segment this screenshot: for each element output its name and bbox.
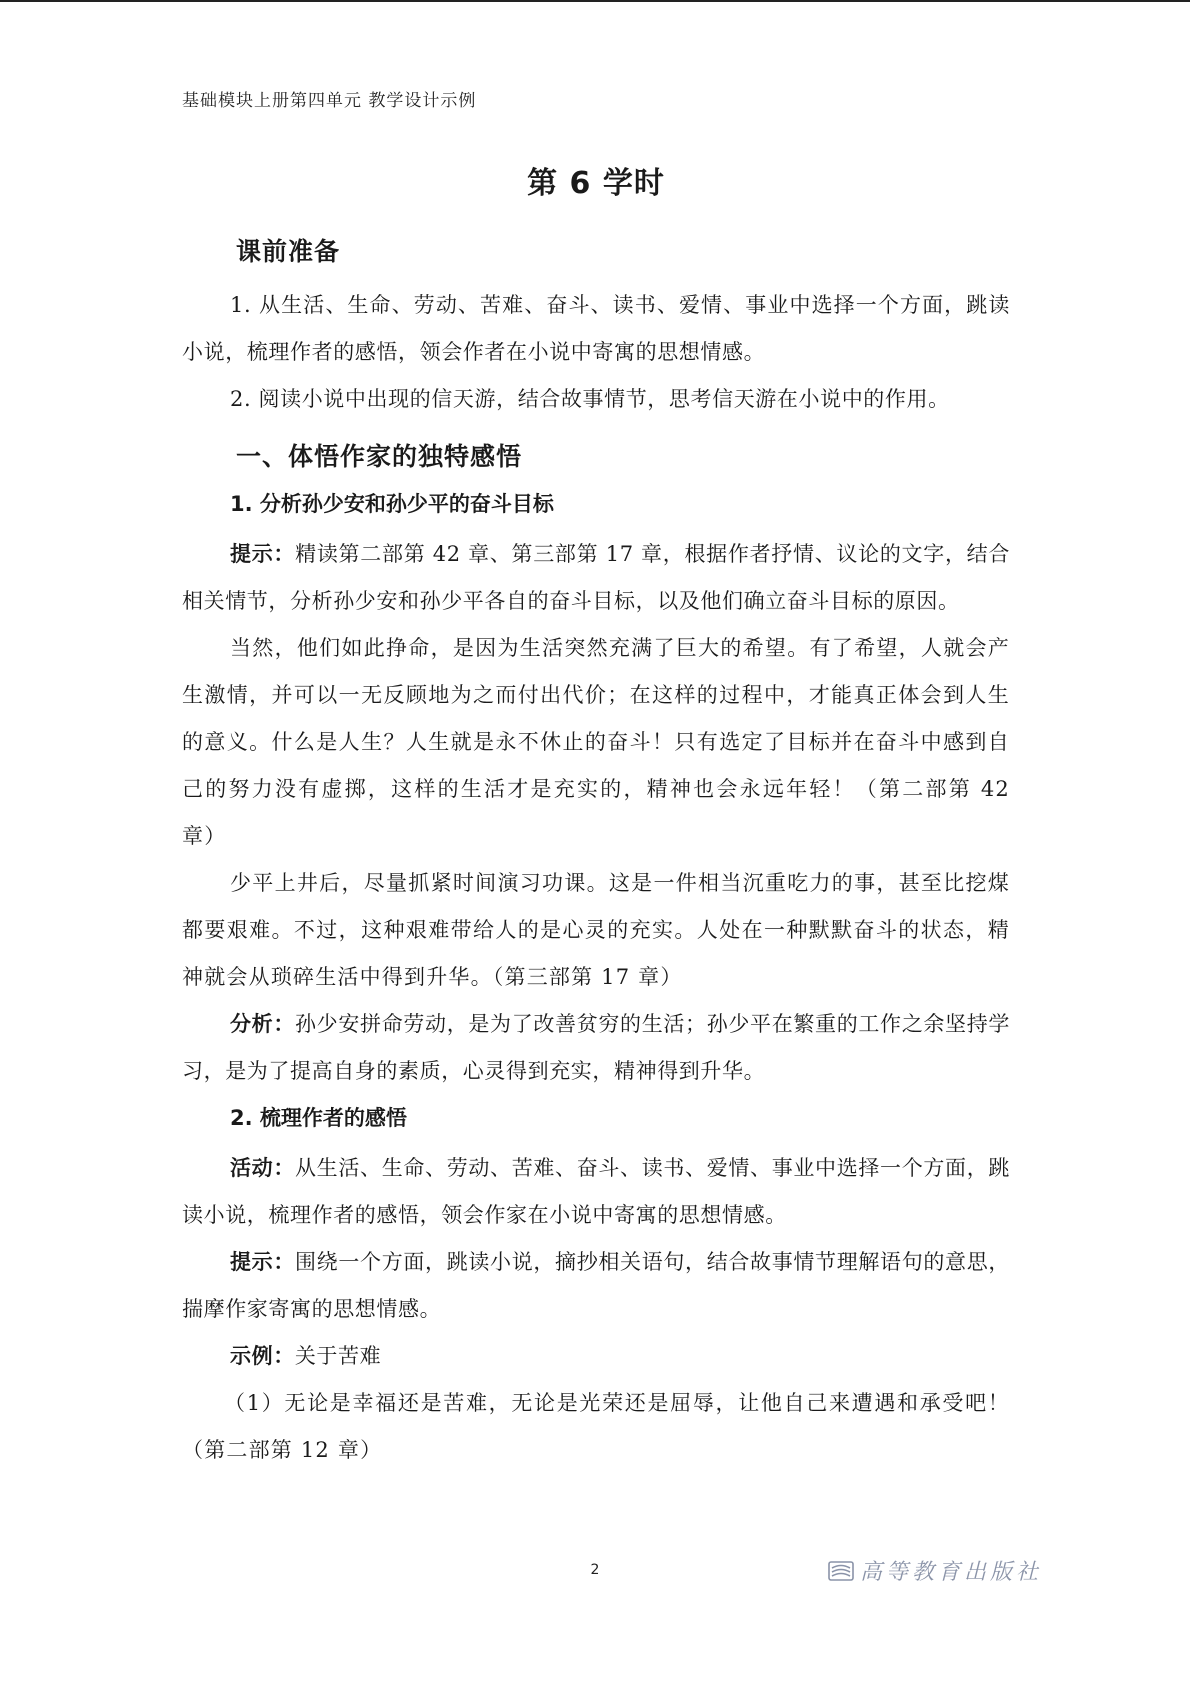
running-header: 基础模块上册第四单元 教学设计示例	[182, 91, 477, 111]
example-label: 示例：	[230, 1344, 295, 1368]
quote-block-3: （1）无论是幸福还是苦难，无论是光荣还是屈辱，让他自己来遭遇和承受吧！（第二部第 12 章）	[182, 1391, 1010, 1462]
hint-paragraph-2	[182, 1239, 1010, 1333]
analysis-text: 孙少安拼命劳动，是为了改善贫穷的生活；孙少平在繁重的工作之余坚持学习，是为了提高自身的素质，心灵得到充实，精神得到升华。	[182, 1012, 1010, 1083]
activity-text: 从生活、生命、劳动、苦难、奋斗、读书、爱情、事业中选择一个方面，跳读小说，梳理作者的感悟，领会作家在小说中寄寓的思想情感。	[182, 1156, 1010, 1227]
activity-label: 活动：	[230, 1156, 296, 1180]
hint-text-2: 围绕一个方面，跳读小说，摘抄相关语句，结合故事情节理解语句的意思，揣摩作家寄寓的思想情感。	[182, 1250, 1010, 1321]
hint-label: 提示：	[230, 542, 296, 566]
prep-heading: 课前准备	[236, 237, 341, 266]
prep-item-1: 1. 从生活、生命、劳动、苦难、奋斗、读书、爱情、事业中选择一个方面，跳读小说，梳理作者的感悟，领会作者在小说中寄寓的思想情感。	[182, 293, 1010, 364]
hint-text: 精读第二部第 42 章、第三部第 17 章，根据作者抒情、议论的文字，结合相关情节，分析孙少安和孙少平各自的奋斗目标，以及他们确立奋斗目标的原因。	[182, 542, 1010, 613]
analysis-label: 分析：	[230, 1012, 296, 1036]
prep-item-2: 2. 阅读小说中出现的信天游，结合故事情节，思考信天游在小说中的作用。	[230, 387, 950, 411]
activity-paragraph	[182, 1145, 1010, 1239]
publisher-emblem-icon	[828, 1560, 854, 1582]
page-title: 第 6 学时	[527, 166, 665, 201]
subsection-2-heading: 2. 梳理作者的感悟	[230, 1106, 407, 1130]
quote-block-2: 少平上井后，尽量抓紧时间演习功课。这是一件相当沉重吃力的事，甚至比挖煤都要艰难。不过，这种艰难带给人的是心灵的充实。人处在一种默默奋斗的状态，精神就会从琐碎生活中得到升华。（第三部第 17 章）	[182, 871, 1010, 989]
subsection-1-heading: 1. 分析孙少安和孙少平的奋斗目标	[230, 492, 554, 516]
hint-label-2: 提示：	[230, 1250, 296, 1274]
publisher-name: 高等教育出版社	[859, 1560, 1042, 1585]
example-text: 关于苦难	[294, 1344, 382, 1368]
page-content	[182, 150, 1010, 1474]
example-paragraph	[182, 1333, 1010, 1380]
publisher-logo	[828, 1555, 1042, 1586]
analysis-paragraph	[182, 1001, 1010, 1095]
hint-paragraph-1	[182, 531, 1010, 625]
page-number: 2	[590, 1562, 600, 1578]
section-1-heading: 一、体悟作家的独特感悟	[236, 442, 523, 471]
top-border-line	[0, 0, 1190, 2]
quote-block-1: 当然，他们如此挣命，是因为生活突然充满了巨大的希望。有了希望，人就会产生激情，并可以一无反顾地为之而付出代价；在这样的过程中，才能真正体会到人生的意义。什么是人生？人生就是永不休止的奋斗！只有选定了目标并在奋斗中感到自己的努力没有虚掷，这样的生活才是充实的，精神也会永远年轻！（第二部第 42 章）	[182, 636, 1010, 848]
